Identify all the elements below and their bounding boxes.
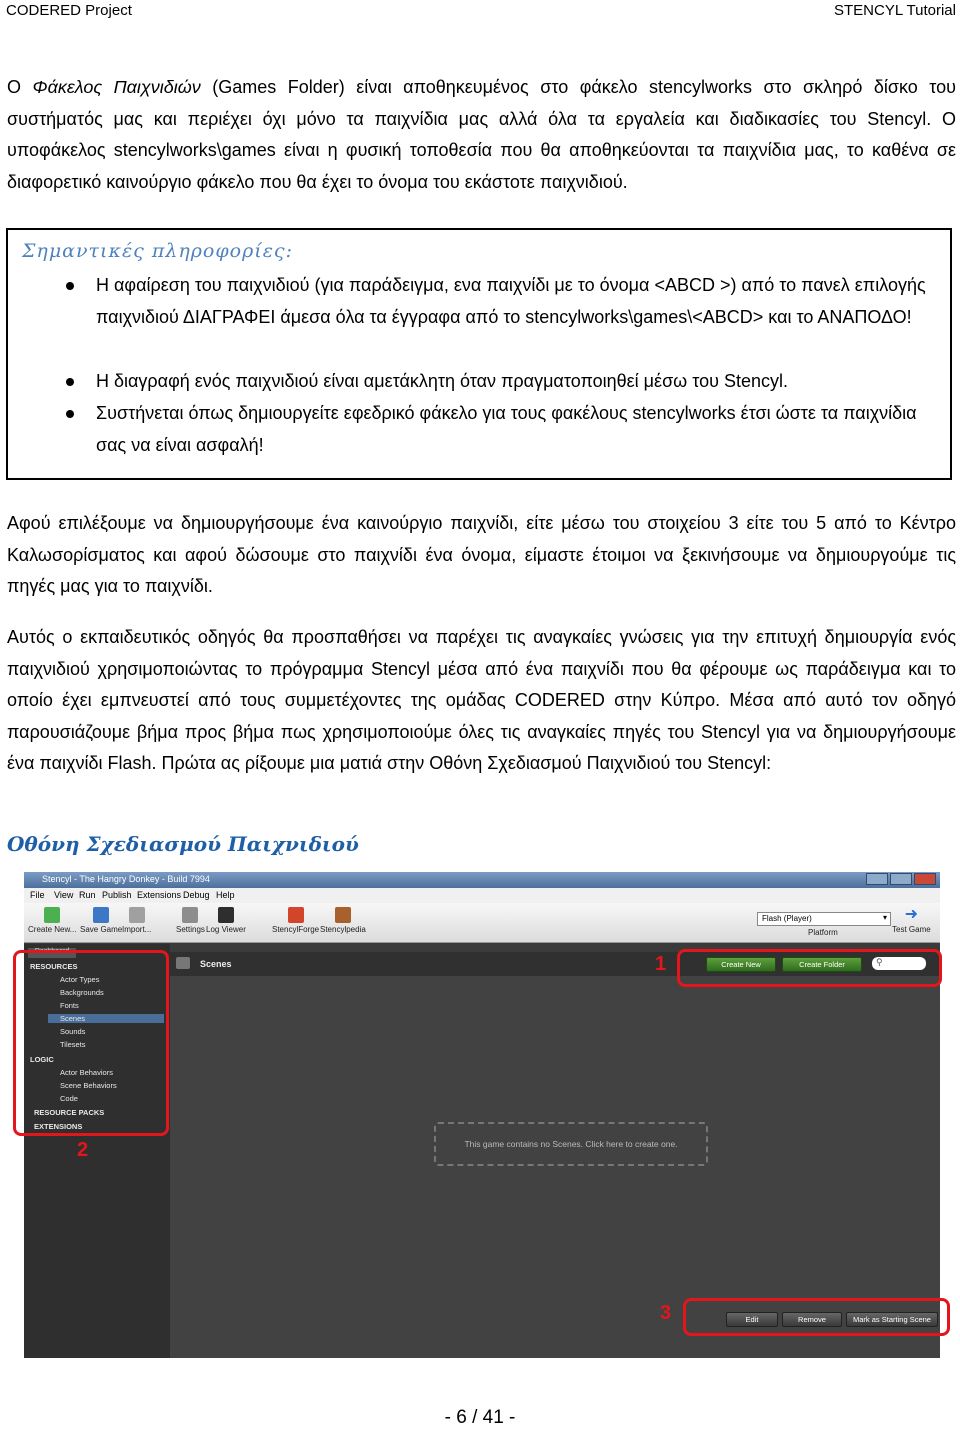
info-bullet bbox=[96, 398, 936, 461]
games-folder-term: Φάκελος Παιχνιδιών bbox=[32, 77, 201, 97]
window-controls bbox=[866, 873, 936, 885]
sidebar-item-scene-behaviors[interactable]: Scene Behaviors bbox=[60, 1081, 117, 1090]
back-icon[interactable] bbox=[176, 957, 190, 969]
callout-box-2 bbox=[13, 950, 169, 1136]
menu-debug[interactable]: Debug bbox=[183, 890, 210, 900]
callout-number-1: 1 bbox=[655, 953, 667, 975]
dashboard-tab[interactable]: Dashboard bbox=[28, 948, 76, 958]
header-title: STENCYL Tutorial bbox=[834, 2, 956, 19]
scenes-title: Scenes bbox=[200, 959, 232, 969]
save-icon bbox=[93, 907, 109, 923]
window-titlebar bbox=[24, 872, 940, 888]
mark-starting-scene-button[interactable]: Mark as Starting Scene bbox=[846, 1312, 938, 1327]
sidebar-logic[interactable]: LOGIC bbox=[30, 1055, 54, 1064]
menu-file[interactable]: File bbox=[30, 890, 45, 900]
create-new-label: Create New... bbox=[28, 925, 77, 934]
platform-label: Platform bbox=[808, 928, 838, 937]
menu-extensions[interactable]: Extensions bbox=[137, 890, 182, 900]
save-game-label: Save Game bbox=[80, 925, 123, 934]
header-project: CODERED Project bbox=[6, 2, 132, 19]
test-game-label: Test Game bbox=[892, 925, 931, 934]
sidebar-item-actor-types[interactable]: Actor Types bbox=[60, 975, 100, 984]
callout-number-3: 3 bbox=[660, 1302, 672, 1324]
empty-scenes-message[interactable]: This game contains no Scenes. Click here to create one. bbox=[434, 1122, 708, 1166]
bullet-dot bbox=[66, 410, 74, 418]
sidebar-item-backgrounds[interactable]: Backgrounds bbox=[60, 988, 104, 997]
sidebar-item-sounds[interactable]: Sounds bbox=[60, 1027, 86, 1036]
intro-rest: (Games Folder) είναι αποθηκευμένος στο φάκελο stencylworks στο σκληρό δίσκο του συστήματός μας και περιέχει όχι μόνο τα παιχνίδια μας αλλά όλα τα εργαλεία και διαδικασίες του Stencyl. Ο υποφάκελος stencylworks\games είναι η φυσική τοποθεσία που θα αποθηκεύονται τα παιχνίδια μας, το καθένα σε διαφορετικό καινούργιο φάκελο που θα έχει το όνομα του εκάστοτε παιχνιδιού. bbox=[7, 77, 956, 192]
create-folder-button[interactable]: Create Folder bbox=[782, 957, 862, 972]
section-heading: Οθόνη Σχεδιασμού Παιχνιδιού bbox=[7, 832, 359, 856]
sidebar-resource-packs[interactable]: RESOURCE PACKS bbox=[34, 1108, 105, 1117]
test-game-button[interactable] bbox=[892, 907, 931, 934]
close-icon[interactable] bbox=[914, 873, 936, 885]
settings-icon bbox=[182, 907, 198, 923]
sidebar-extensions[interactable]: EXTENSIONS bbox=[34, 1122, 83, 1131]
import-button[interactable] bbox=[122, 907, 151, 934]
page-number: - 6 / 41 - bbox=[444, 1407, 516, 1428]
menu-view[interactable]: View bbox=[54, 890, 74, 900]
save-game-button[interactable] bbox=[80, 907, 122, 934]
platform-select[interactable] bbox=[757, 912, 891, 926]
menu-bar bbox=[24, 888, 940, 903]
callout-box-3 bbox=[683, 1298, 950, 1336]
import-icon bbox=[129, 907, 145, 923]
toolbar bbox=[24, 903, 940, 943]
info-bullet-text: Η αφαίρεση του παιχνιδιού (για παράδειγμα, ενα παιχνίδι με το όνομα <ABCD >) από το πανελ επιλογής παιχνιδιού ΔΙΑΓΡΑΦΕΙ άμεσα όλα τα έγγραφα από το stencylworks\games\<ABCD> και το ΑΝΑΠΟΔΟ! bbox=[96, 275, 926, 327]
window-title: Stencyl - The Hangry Donkey - Build 7994 bbox=[42, 874, 210, 884]
sidebar-item-actor-behaviors[interactable]: Actor Behaviors bbox=[60, 1068, 113, 1077]
paragraph-tutorial: Αυτός ο εκπαιδευτικός οδηγός θα προσπαθήσει να παρέχει τις αναγκαίες γνώσεις για την επιτυχή δημιουργία ενός παιχνιδιού χρησιμοποιώντας το πρόγραμμα Stencyl μέσα από ένα παιχνίδι που θα φέρουμε ως παράδειγμα και το οποίο έχει εμπνευστεί από τους συμμετέχοντες της ομάδας CODERED στην Κύπρο. Μέσα από αυτό τον οδηγό παρουσιάζουμε βήμα προς βήμα πως χρησιμοποιούμε όλες τις αναγκαίες πηγές του Stencyl για να δημιουργήσουμε ένα παιχνίδι Flash. Πρώτα ας ρίξουμε μια ματιά στην Οθόνη Σχεδιασμού Παιχνιδιού του Stencyl: bbox=[7, 627, 956, 773]
settings-label: Settings bbox=[176, 925, 205, 934]
callout-box-1 bbox=[677, 949, 942, 987]
remove-button[interactable]: Remove bbox=[782, 1312, 842, 1327]
info-box bbox=[6, 228, 952, 480]
info-bullet-text: Η διαγραφή ενός παιχνιδιού είναι αμετάκλητη όταν πραγματοποιηθεί μέσω του Stencyl. bbox=[96, 371, 788, 391]
platform-select-value: Flash (Player) bbox=[762, 914, 812, 923]
sidebar-resources[interactable]: RESOURCES bbox=[30, 962, 78, 971]
log-viewer-button[interactable] bbox=[206, 907, 246, 934]
info-box-title: Σημαντικές πληροφορίες: bbox=[22, 240, 293, 262]
info-bullet bbox=[96, 366, 936, 398]
stencylforge-label: StencylForge bbox=[272, 925, 320, 934]
sidebar-item-scenes[interactable]: Scenes bbox=[48, 1014, 164, 1023]
create-new-scene-button[interactable]: Create New bbox=[706, 957, 776, 972]
sidebar-item-code[interactable]: Code bbox=[60, 1094, 78, 1103]
menu-publish[interactable]: Publish bbox=[102, 890, 132, 900]
maximize-icon[interactable] bbox=[890, 873, 912, 885]
info-bullet-text: Συστήνεται όπως δημιουργείτε εφεδρικό φάκελο για τους φακέλους stencylworks έτσι ώστε τα παιχνίδια σας να είναι ασφαλή! bbox=[96, 403, 917, 455]
paragraph-new-game: Αφού επιλέξουμε να δημιουργήσουμε ένα καινούργιο παιχνίδι, είτε μέσω του στοιχείου 3 είτε του 5 από το Κέντρο Καλωσορίσματος και αφού δώσουμε στο παιχνίδι ένα όνομα, είμαστε έτοιμοι να ξεκινήσουμε να δημιουργούμε τις πηγές μας για το παιχνίδι. bbox=[7, 513, 956, 596]
import-label: Import... bbox=[122, 925, 152, 934]
info-bullet bbox=[96, 270, 936, 333]
bullet-dot bbox=[66, 282, 74, 290]
stencylforge-icon bbox=[288, 907, 304, 923]
sidebar-item-fonts[interactable]: Fonts bbox=[60, 1001, 79, 1010]
sidebar-item-tilesets[interactable]: Tilesets bbox=[60, 1040, 86, 1049]
stencylpedia-icon bbox=[335, 907, 351, 923]
stencylforge-button[interactable] bbox=[272, 907, 319, 934]
settings-button[interactable] bbox=[176, 907, 205, 934]
create-new-icon bbox=[44, 907, 60, 923]
chevron-down-icon: ▾ bbox=[882, 913, 887, 922]
arrow-right-icon: ➜ bbox=[904, 906, 919, 923]
intro-paragraph bbox=[7, 72, 956, 198]
minimize-icon[interactable] bbox=[866, 873, 888, 885]
page-header bbox=[0, 0, 960, 22]
stencylpedia-label: Stencylpedia bbox=[320, 925, 366, 934]
callout-number-2: 2 bbox=[77, 1139, 89, 1161]
stencylpedia-button[interactable] bbox=[320, 907, 366, 934]
edit-button[interactable]: Edit bbox=[726, 1312, 778, 1327]
menu-run[interactable]: Run bbox=[79, 890, 96, 900]
menu-help[interactable]: Help bbox=[216, 890, 235, 900]
log-viewer-label: Log Viewer bbox=[206, 925, 246, 934]
search-icon: ⚲ bbox=[876, 957, 883, 967]
intro-lead: Ο bbox=[7, 77, 33, 97]
create-new-button[interactable] bbox=[28, 907, 76, 934]
log-viewer-icon bbox=[218, 907, 234, 923]
bullet-dot bbox=[66, 378, 74, 386]
